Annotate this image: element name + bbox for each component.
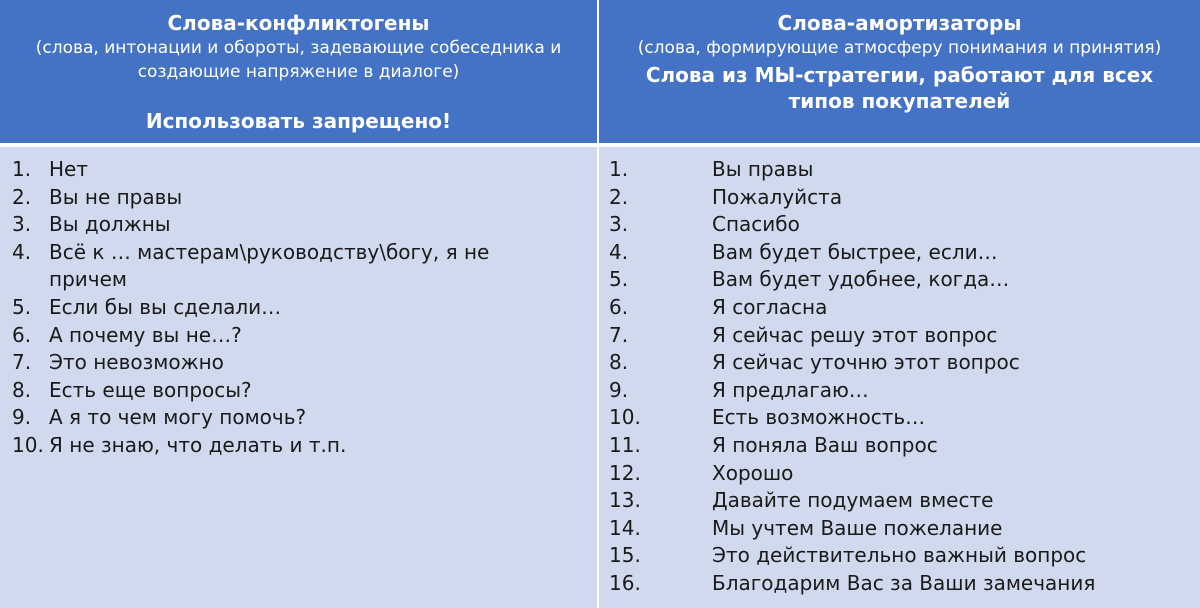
list-item-text: Я сейчас решу этот вопрос xyxy=(712,322,998,347)
list-item-number: 2. xyxy=(609,184,629,209)
list-item-text: Это действительно важный вопрос xyxy=(712,543,1087,568)
list-item xyxy=(609,377,1200,405)
list-item xyxy=(609,322,1200,350)
list-item xyxy=(609,542,1200,570)
list-item-text: А я то чем могу помочь? xyxy=(49,405,307,430)
list-item-text: Я не знаю, что делать и т.п. xyxy=(49,432,347,457)
list-item-number: 8. xyxy=(12,377,32,402)
list-item xyxy=(609,239,1200,267)
list-item-text: Спасибо xyxy=(712,212,800,237)
list-item-text: Вы должны xyxy=(49,212,171,237)
list-item-text: Пожалуйста xyxy=(712,184,843,209)
list-item-number: 6. xyxy=(609,294,629,319)
list-item-text: Давайте подумаем вместе xyxy=(712,488,994,513)
list-item xyxy=(609,515,1200,543)
list-item xyxy=(609,211,1200,239)
list-item-number: 6. xyxy=(12,322,32,347)
list-item-number: 9. xyxy=(609,377,629,402)
list-item xyxy=(609,349,1200,377)
list-item-number: 3. xyxy=(12,212,32,237)
list-item xyxy=(12,432,597,460)
list-item-number: 1. xyxy=(12,157,32,181)
list-item-number: 4. xyxy=(12,239,32,264)
list-item-number: 13. xyxy=(609,488,641,513)
list-item xyxy=(609,487,1200,515)
list-item xyxy=(12,294,597,322)
list-item-text: Мы учтем Ваше пожелание xyxy=(712,515,1003,540)
list-item-number: 12. xyxy=(609,460,641,485)
list-item-text: Я предлагаю… xyxy=(712,377,869,402)
list-item-text: Вам будет быстрее, если… xyxy=(712,239,998,264)
conflict-words-list xyxy=(0,147,597,608)
list-item xyxy=(609,460,1200,488)
list-item-text: Всё к … мастерам\руководству\богу, я не причем xyxy=(49,239,490,292)
list-item-number: 5. xyxy=(12,294,32,319)
list-item xyxy=(12,156,597,184)
list-item-number: 7. xyxy=(12,350,32,375)
list-item xyxy=(12,239,597,294)
list-item-text: Вам будет удобнее, когда… xyxy=(712,267,1010,292)
list-item-number: 16. xyxy=(609,570,641,595)
list-item-text: Это невозможно xyxy=(49,350,224,375)
list-item-text: Я согласна xyxy=(712,294,828,319)
list-item xyxy=(12,322,597,350)
header-conflict-words xyxy=(0,0,597,143)
list-item-text: Хорошо xyxy=(712,460,794,485)
list-item xyxy=(609,570,1200,598)
softening-words-list xyxy=(599,147,1200,608)
list-item xyxy=(609,432,1200,460)
list-item xyxy=(609,404,1200,432)
list-item-number: 5. xyxy=(609,267,629,292)
list-item-number: 1. xyxy=(609,157,629,181)
list-item-number: 10. xyxy=(12,432,44,457)
list-item xyxy=(609,184,1200,212)
list-item-number: 8. xyxy=(609,350,629,375)
list-item-number: 3. xyxy=(609,212,629,237)
header-subtitle: (слова, формирующие атмосферу понимания и принятия) xyxy=(637,38,1162,58)
list-item xyxy=(12,377,597,405)
list-item-text: Благодарим Вас за Ваши замечания xyxy=(712,570,1096,595)
list-item xyxy=(609,266,1200,294)
list-item-number: 7. xyxy=(609,322,629,347)
list-item-text: Я сейчас уточню этот вопрос xyxy=(712,350,1020,375)
list-item-text: Вы правы xyxy=(712,157,814,181)
header-note: Слова из МЫ-стратегии, работают для всех типов покупателей xyxy=(645,63,1154,113)
list-item-number: 2. xyxy=(12,184,32,209)
list-item xyxy=(12,211,597,239)
list-item-text: Если бы вы сделали… xyxy=(49,294,282,319)
list-item-number: 4. xyxy=(609,239,629,264)
list-item xyxy=(12,349,597,377)
header-note: Использовать запрещено! xyxy=(145,109,452,133)
list-item-number: 10. xyxy=(609,405,641,430)
list-item-number: 15. xyxy=(609,543,641,568)
header-softening-words xyxy=(599,0,1200,143)
list-item-text: Есть еще вопросы? xyxy=(49,377,252,402)
list-item-text: Есть возможность… xyxy=(712,405,926,430)
list-item-number: 14. xyxy=(609,515,641,540)
header-subtitle: (слова, интонации и обороты, задевающие собеседника и создающие напряжение в диалоге) xyxy=(35,38,562,82)
list-item-text: Я поняла Ваш вопрос xyxy=(712,432,938,457)
header-title: Слова-амортизаторы xyxy=(777,11,1022,35)
list-item-text: Нет xyxy=(49,157,88,181)
list-item xyxy=(609,156,1200,184)
list-item-text: Вы не правы xyxy=(49,184,183,209)
list-item xyxy=(609,294,1200,322)
list-item xyxy=(12,184,597,212)
list-item-number: 9. xyxy=(12,405,32,430)
header-title: Слова-конфликтогены xyxy=(167,11,430,35)
list-item xyxy=(12,404,597,432)
list-item-number: 11. xyxy=(609,432,641,457)
list-item-text: А почему вы не…? xyxy=(49,322,242,347)
